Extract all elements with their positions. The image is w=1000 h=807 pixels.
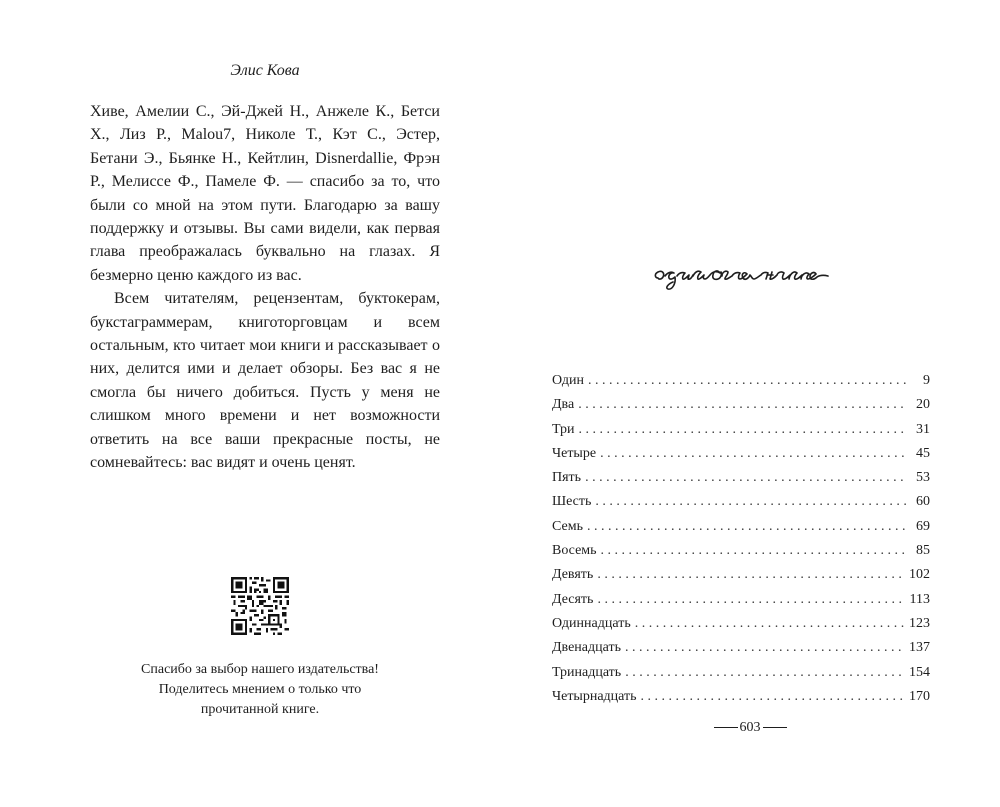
toc-entry — [552, 689, 930, 713]
toc-entry-label: Пять — [552, 470, 582, 486]
paragraph: Хиве, Амелии С., Эй-Джей Н., Анжеле К., Бетси Х., Лиз Р., Malou7, Николе Т., Кэт С., Эстер, Бетани Э., Бьянке Н., Кейтлин, Disnerdallie, Фрэн Р., Мелиссе Ф., Памеле Ф. — спасибо за то, что были со мной на этом пути. Благодарю за вашу поддержку и отзывы. Вы сами видели, как первая глава преображалась буквально на глазах. Я безмерно ценю каждого из вас. — [90, 103, 440, 284]
folio-dash — [714, 727, 738, 728]
toc-entry-page: 85 — [916, 543, 930, 559]
toc-entry — [552, 616, 930, 640]
toc-entry-page: 123 — [909, 615, 930, 631]
toc-entry — [552, 373, 930, 397]
toc-entry-page: 69 — [916, 518, 930, 534]
toc-entry — [552, 543, 930, 567]
toc-entry-page: 53 — [916, 470, 930, 486]
toc-entry — [552, 470, 930, 494]
toc-entry — [552, 640, 930, 664]
toc-entry — [552, 519, 930, 543]
thanks-line: Спасибо за выбор нашего издательства! — [141, 662, 379, 677]
toc-entry-label: Три — [552, 421, 575, 437]
toc-title-script — [652, 248, 848, 294]
thanks-line: Поделитесь мнением о только что — [158, 682, 362, 697]
toc-dot-leader — [597, 567, 905, 583]
toc-dot-leader — [601, 543, 908, 559]
toc-dot-leader — [585, 470, 908, 486]
toc-entry-label: Шесть — [552, 494, 592, 510]
toc-dot-leader — [635, 616, 905, 632]
toc-entry-page: 45 — [916, 445, 930, 461]
page-number — [500, 720, 1000, 736]
toc-dot-leader — [588, 373, 908, 389]
paragraph: Всем читателям, рецензентам, буктокерам, букстаграммерам, книготорговцам и всем остальным, кто читает мои книги и рассказывает о них, делится ими и делает обзоры. Без вас я не смогла бы ничего добиться. Пусть у меня не слишком много времени и нет возможности ответить на все ваши прекрасные посты, не сомневайтесь: вас видят и очень ценят. — [90, 290, 440, 472]
toc-entry-page: 20 — [916, 397, 930, 413]
toc-entry-page: 170 — [909, 688, 930, 704]
toc-entry-page: 154 — [909, 664, 930, 680]
toc-entry — [552, 494, 930, 518]
toc-dot-leader — [625, 665, 905, 681]
toc-entry-label: Одиннадцать — [552, 615, 631, 631]
toc-entry-page: 113 — [909, 591, 930, 607]
toc-entry — [552, 665, 930, 689]
toc-entry-label: Тринадцать — [552, 664, 622, 680]
toc-entry — [552, 422, 930, 446]
toc-entry-label: Двенадцать — [552, 640, 621, 656]
thanks-line: прочитанной книге. — [200, 702, 320, 717]
toc-entry — [552, 567, 930, 591]
toc-dot-leader — [587, 519, 908, 535]
toc-entry-page: 137 — [909, 640, 930, 656]
toc-entry-page: 9 — [923, 373, 930, 388]
folio-number: 603 — [739, 720, 761, 735]
toc-dot-leader — [600, 446, 908, 462]
running-head: Элис Кова — [230, 62, 300, 79]
toc-entry-page: 102 — [909, 567, 930, 583]
toc-entry-label: Четыре — [552, 445, 597, 461]
toc-entry-label: Два — [552, 397, 575, 413]
toc-entry — [552, 446, 930, 470]
toc-entry-label: Десять — [552, 591, 594, 607]
toc-entry-page: 60 — [916, 494, 930, 510]
folio-dash — [763, 727, 787, 728]
toc-dot-leader — [579, 422, 908, 438]
toc-entry-label: Четырнадцать — [552, 688, 637, 704]
toc-entry-label: Девять — [552, 567, 594, 583]
qr-code-graphic — [231, 577, 289, 635]
toc-entry-page: 31 — [916, 421, 930, 437]
toc-entry — [552, 592, 930, 616]
right-page — [500, 0, 1000, 807]
toc-entry-label: Семь — [552, 518, 583, 534]
toc-dot-leader — [578, 397, 908, 413]
table-of-contents — [552, 373, 930, 713]
toc-title — [500, 248, 1000, 299]
toc-dot-leader — [625, 640, 905, 656]
acknowledgements-text — [90, 100, 440, 475]
toc-entry-label: Восемь — [552, 543, 597, 559]
toc-dot-leader — [641, 689, 905, 705]
qr-code-icon — [231, 577, 289, 635]
toc-dot-leader — [597, 592, 905, 608]
publisher-thanks — [110, 660, 410, 720]
toc-dot-leader — [595, 494, 908, 510]
toc-entry-label: Один — [552, 373, 585, 388]
toc-entry — [552, 397, 930, 421]
